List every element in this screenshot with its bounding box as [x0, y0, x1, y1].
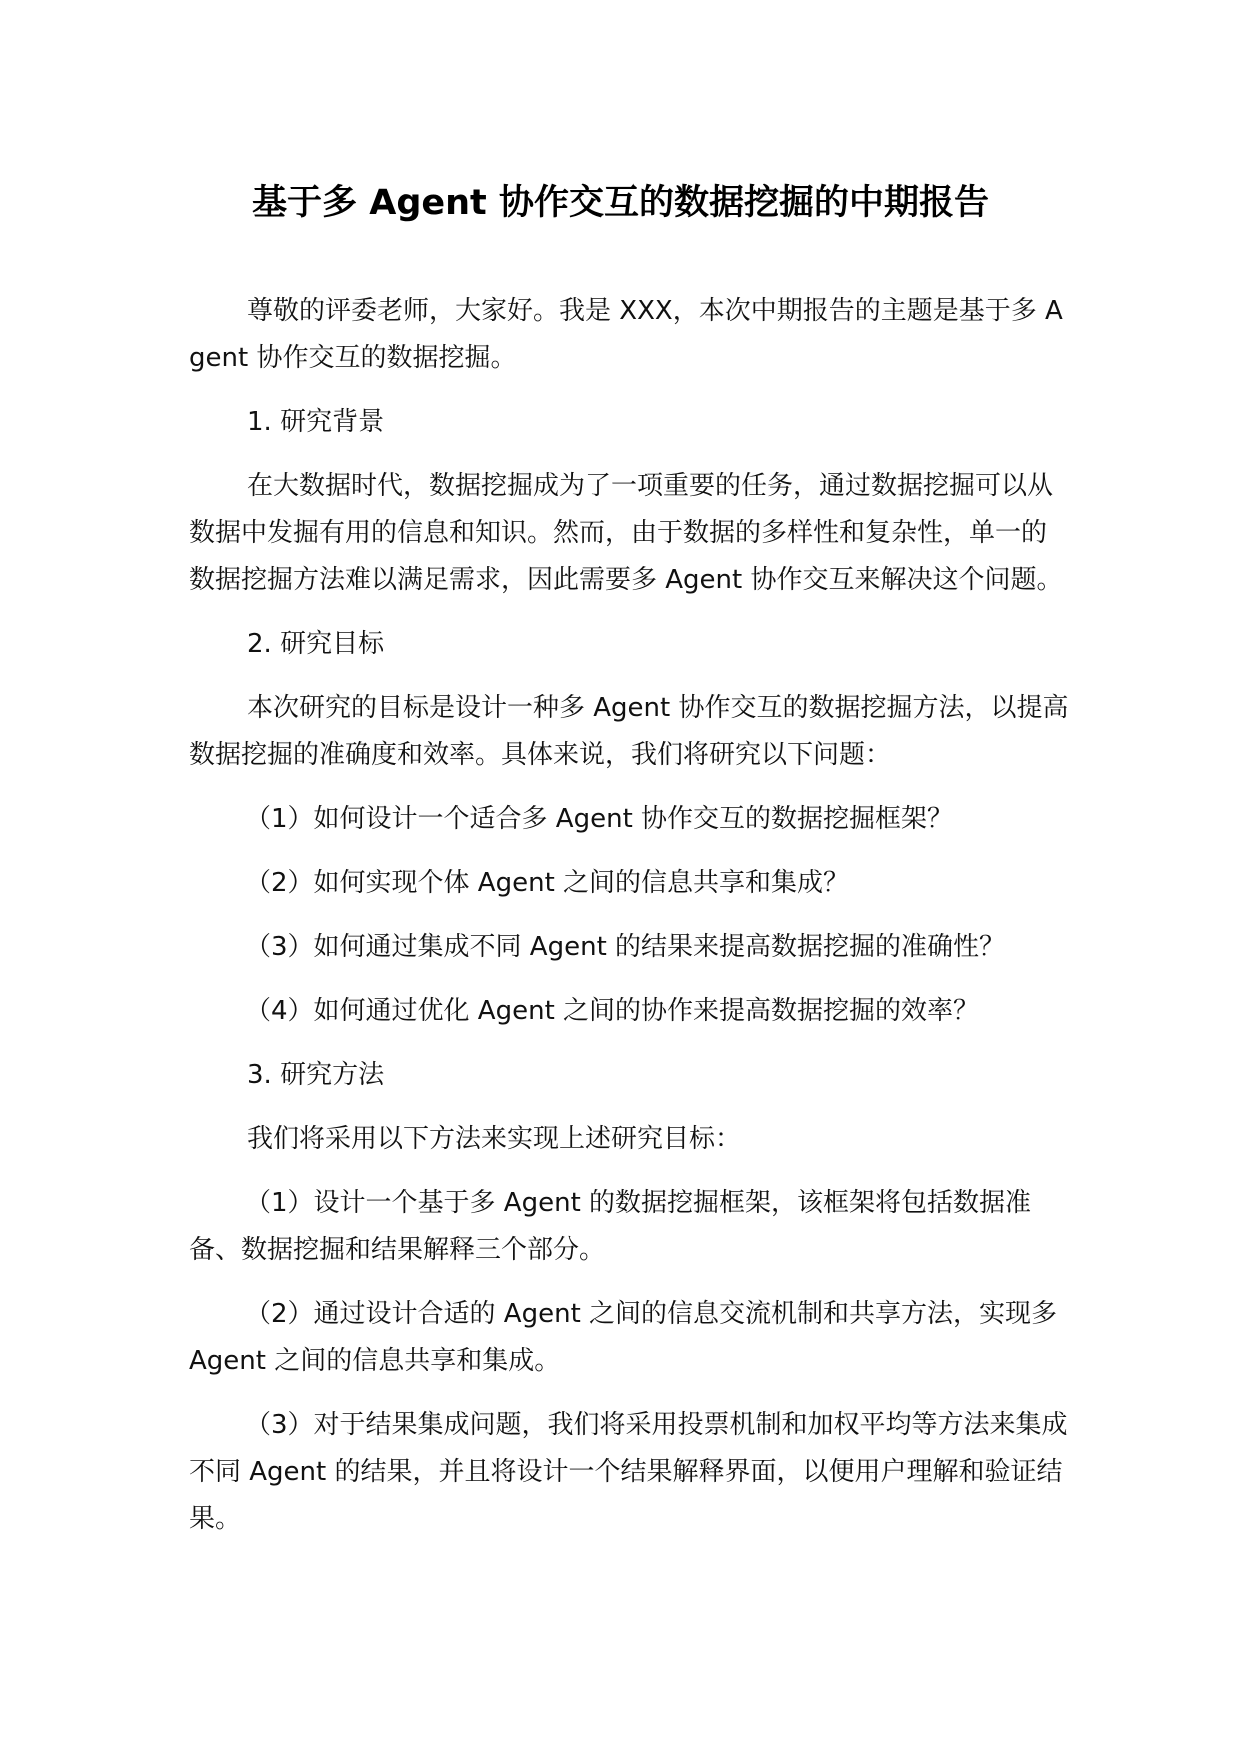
method-item-2: （2）通过设计合适的 Agent 之间的信息交流机制和共享方法，实现多 Agent 之间的信息共享和集成。 [189, 1299, 1058, 1376]
method-item-3: （3）对于结果集成问题，我们将采用投票机制和加权平均等方法来集成不同 Agent 的结果，并且将设计一个结果解释界面，以便用户理解和验证结果。 [189, 1410, 1068, 1534]
paragraph-intro: 尊敬的评委老师，大家好。我是 XXX，本次中期报告的主题是基于多 Agent 协作交互的数据挖掘。 [189, 296, 1063, 373]
section-heading-background: 1. 研究背景 [247, 407, 385, 437]
section-heading-goals: 2. 研究目标 [247, 629, 385, 659]
goal-item-2: （2）如何实现个体 Agent 之间的信息共享和集成？ [245, 868, 850, 898]
document-body [189, 288, 1069, 1560]
paragraph-methods: 我们将采用以下方法来实现上述研究目标： [247, 1124, 742, 1154]
document-title: 基于多 Agent 协作交互的数据挖掘的中期报告 [252, 183, 989, 223]
section-heading-methods: 3. 研究方法 [247, 1060, 385, 1090]
goal-item-1: （1）如何设计一个适合多 Agent 协作交互的数据挖掘框架？ [245, 804, 954, 834]
method-item-1: （1）设计一个基于多 Agent 的数据挖掘框架，该框架将包括数据准备、数据挖掘和结果解释三个部分。 [189, 1188, 1032, 1265]
goal-item-3: （3）如何通过集成不同 Agent 的结果来提高数据挖掘的准确性？ [245, 932, 1006, 962]
goal-item-4: （4）如何通过优化 Agent 之间的协作来提高数据挖掘的效率？ [245, 996, 980, 1026]
paragraph-background: 在大数据时代，数据挖掘成为了一项重要的任务，通过数据挖掘可以从数据中发掘有用的信息和知识。然而，由于数据的多样性和复杂性，单一的数据挖掘方法难以满足需求，因此需要多 Agent 协作交互来解决这个问题。 [189, 471, 1063, 595]
paragraph-goals: 本次研究的目标是设计一种多 Agent 协作交互的数据挖掘方法，以提高数据挖掘的准确度和效率。具体来说，我们将研究以下问题： [189, 693, 1069, 770]
